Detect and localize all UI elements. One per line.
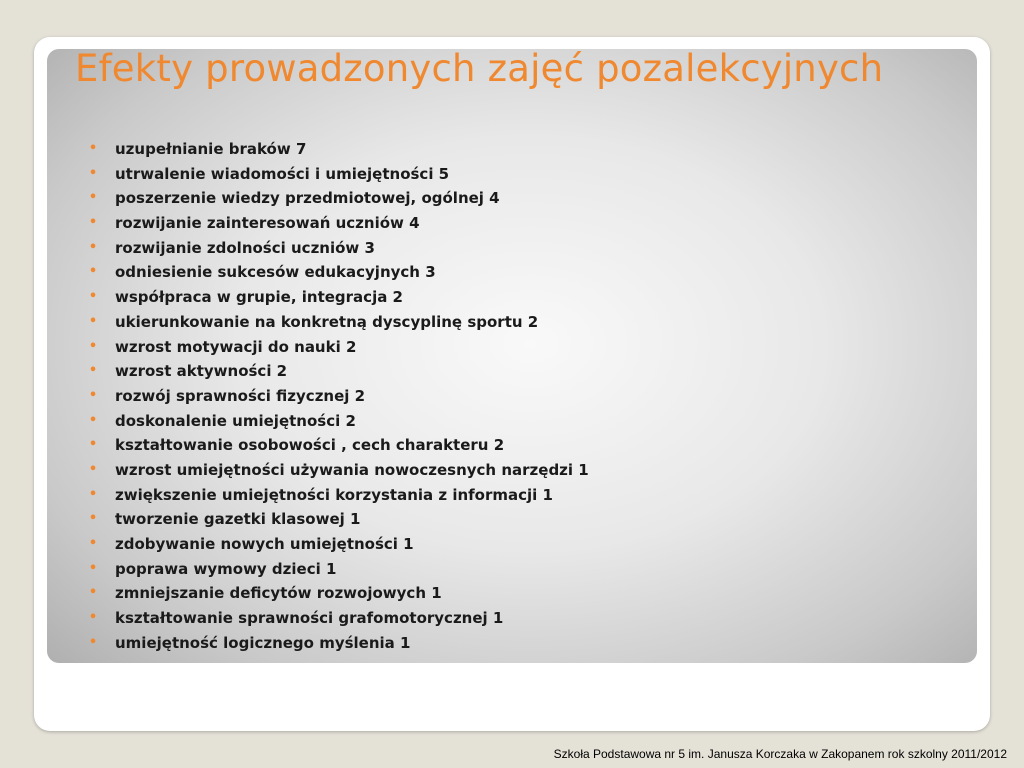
- list-item: [88, 458, 948, 483]
- bullet-icon: •: [88, 486, 98, 502]
- list-item: [88, 335, 948, 360]
- list-item-text: poprawa wymowy dzieci 1: [115, 559, 337, 578]
- list-item-text: wzrost umiejętności używania nowoczesnych narzędzi 1: [115, 460, 589, 479]
- bullet-icon: •: [88, 313, 98, 329]
- list-item-text: zmniejszanie deficytów rozwojowych 1: [115, 584, 442, 603]
- bullet-icon: •: [88, 363, 98, 379]
- list-item: [88, 137, 948, 162]
- list-item-text: utrwalenie wiadomości i umiejętności 5: [115, 164, 450, 183]
- bullet-icon: •: [88, 264, 98, 280]
- list-item: [88, 384, 948, 409]
- bullet-icon: •: [88, 387, 98, 403]
- list-item: [88, 483, 948, 508]
- bullet-list: [88, 137, 948, 655]
- list-item-text: kształtowanie sprawności grafomotorycznej 1: [115, 609, 504, 628]
- slide-title: Efekty prowadzonych zajęć pozalekcyjnych: [75, 47, 884, 90]
- list-item: [88, 606, 948, 631]
- list-item-text: rozwijanie zdolności uczniów 3: [115, 238, 375, 257]
- list-item: [88, 162, 948, 187]
- list-item: [88, 186, 948, 211]
- bullet-icon: •: [88, 412, 98, 428]
- list-item: [88, 211, 948, 236]
- list-item: [88, 359, 948, 384]
- bullet-icon: •: [88, 437, 98, 453]
- list-item: [88, 631, 948, 656]
- list-item: [88, 581, 948, 606]
- bullet-icon: •: [88, 289, 98, 305]
- bullet-icon: •: [88, 610, 98, 626]
- list-item: [88, 310, 948, 335]
- list-item-text: współpraca w grupie, integracja 2: [115, 288, 403, 307]
- list-item-text: kształtowanie osobowości , cech charakteru 2: [115, 436, 505, 455]
- list-item: [88, 285, 948, 310]
- list-item-text: tworzenie gazetki klasowej 1: [115, 510, 361, 529]
- list-item-text: doskonalenie umiejętności 2: [115, 411, 356, 430]
- bullet-icon: •: [88, 585, 98, 601]
- bullet-icon: •: [88, 215, 98, 231]
- list-item: [88, 532, 948, 557]
- list-item-text: uzupełnianie braków 7: [115, 140, 307, 158]
- bullet-icon: •: [88, 511, 98, 527]
- bullet-icon: •: [88, 239, 98, 255]
- list-item: [88, 260, 948, 285]
- bullet-icon: •: [88, 536, 98, 551]
- list-item-text: umiejętność logicznego myślenia 1: [115, 633, 411, 652]
- bullet-icon: •: [88, 560, 98, 576]
- list-item-text: zwiększenie umiejętności korzystania z informacji 1: [115, 485, 553, 504]
- list-item: [88, 433, 948, 458]
- bullet-icon: •: [88, 634, 98, 650]
- list-item-text: poszerzenie wiedzy przedmiotowej, ogólnej 4: [115, 189, 500, 208]
- list-item: [88, 557, 948, 582]
- list-item-text: zdobywanie nowych umiejętności 1: [115, 535, 414, 553]
- list-item-text: ukierunkowanie na konkretną dyscyplinę sportu 2: [115, 312, 539, 331]
- list-item-text: odniesienie sukcesów edukacyjnych 3: [115, 263, 436, 282]
- bullet-icon: •: [88, 190, 98, 206]
- bullet-icon: •: [88, 141, 98, 156]
- list-item: [88, 507, 948, 532]
- bullet-icon: •: [88, 338, 98, 354]
- list-item: [88, 409, 948, 434]
- footer-text: Szkoła Podstawowa nr 5 im. Janusza Korczaka w Zakopanem rok szkolny 2011/2012: [553, 747, 1007, 761]
- list-item-text: rozwijanie zainteresowań uczniów 4: [115, 214, 420, 233]
- list-item-text: wzrost aktywności 2: [115, 362, 288, 381]
- bullet-icon: •: [88, 461, 98, 477]
- list-item: [88, 236, 948, 261]
- bullet-icon: •: [88, 165, 98, 181]
- list-item-text: rozwój sprawności fizycznej 2: [115, 386, 366, 405]
- list-item-text: wzrost motywacji do nauki 2: [115, 337, 357, 356]
